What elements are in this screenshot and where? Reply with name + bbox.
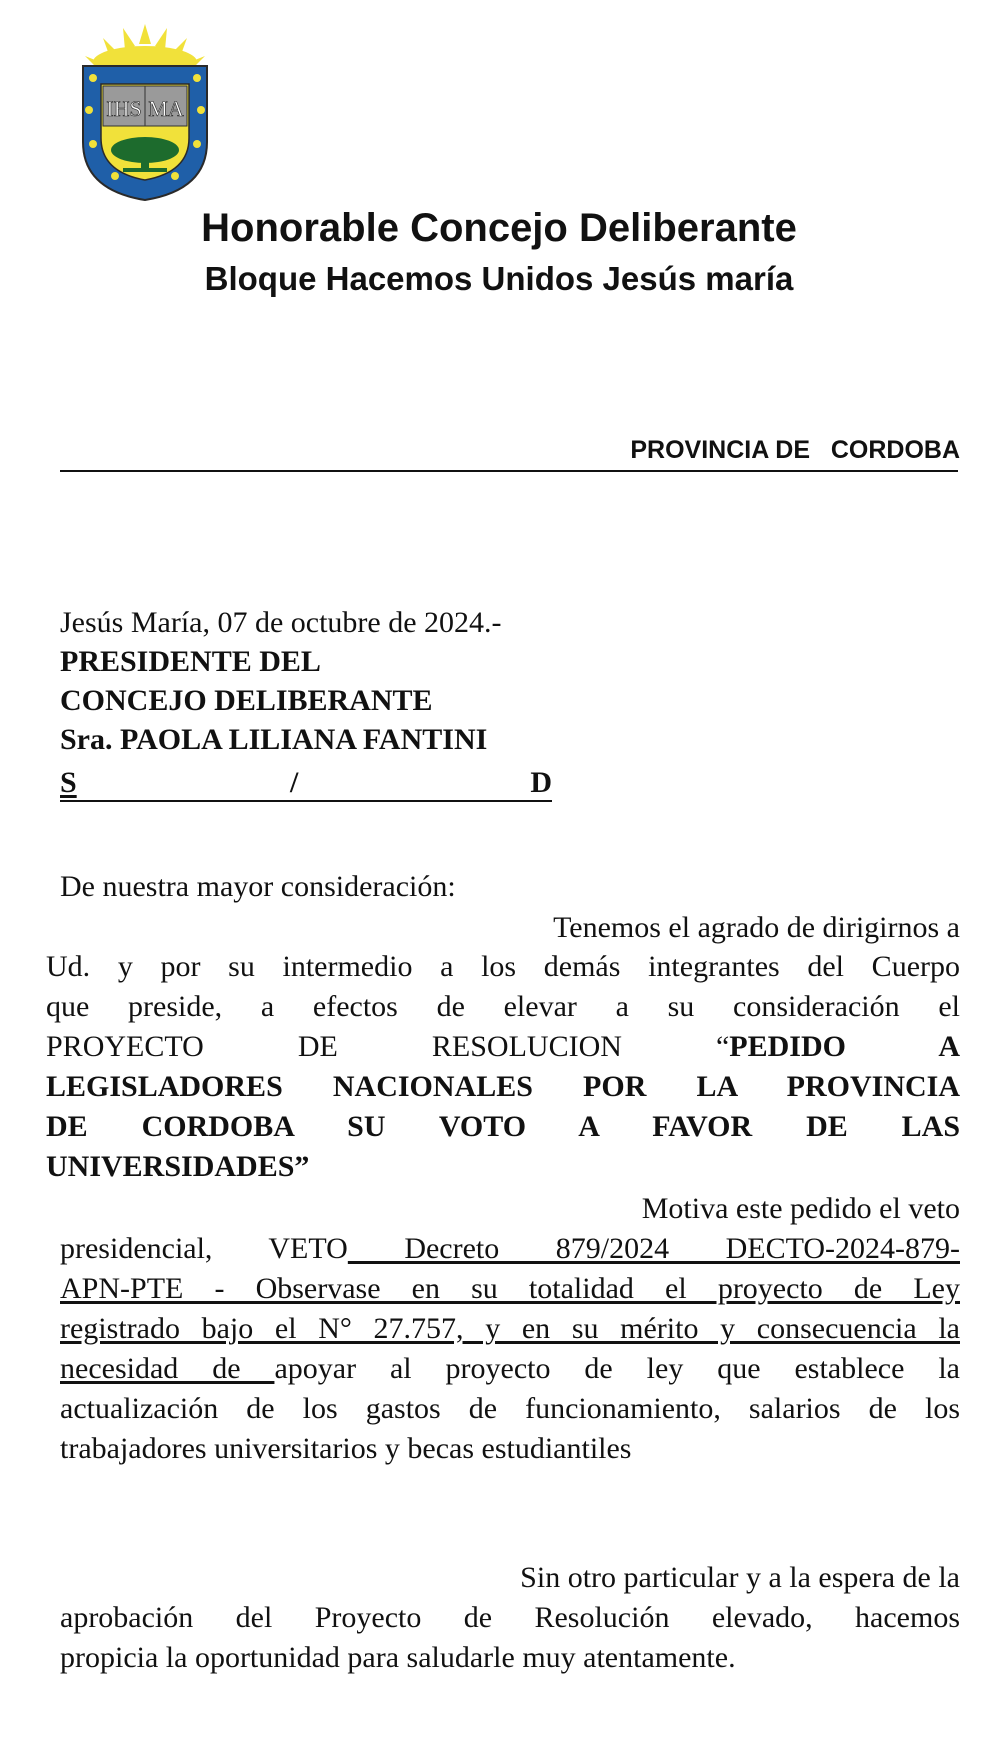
svg-text:MA: MA — [148, 96, 184, 121]
sd-underline — [60, 800, 552, 802]
paragraph-line: Tenemos el agrado de dirigirnos a — [553, 911, 960, 944]
recipient-line: CONCEJO DELIBERANTE — [60, 684, 433, 717]
sd-slash: / — [290, 766, 299, 799]
sd-d: D — [530, 766, 552, 799]
paragraph-line — [60, 1352, 960, 1386]
decree-reference: APN-PTE - Observase en su totalidad el proyecto de Ley — [60, 1272, 960, 1305]
paragraph-line: Ud. y por su intermedio a los demás integrantes del Cuerpo — [46, 950, 960, 983]
recipient-line: Sra. PAOLA LILIANA FANTINI — [60, 723, 488, 756]
support-text: apoyar al proyecto de ley que establece la — [274, 1352, 960, 1385]
project-title-line: UNIVERSIDADES” — [46, 1150, 310, 1183]
sd-s: S — [60, 766, 77, 799]
project-title: PEDIDO A — [729, 1030, 960, 1063]
paragraph-line: que preside, a efectos de elevar a su consideración el — [46, 990, 960, 1023]
paragraph-line: trabajadores universitarios y becas estudiantiles — [60, 1432, 632, 1465]
svg-text:IHS: IHS — [106, 96, 142, 121]
date-line: Jesús María, 07 de octubre de 2024.- — [60, 606, 502, 639]
project-title-line: LEGISLADORES NACIONALES POR LA PROVINCIA — [46, 1070, 960, 1103]
paragraph-line: actualización de los gastos de funcionamiento, salarios de los — [60, 1392, 960, 1425]
coat-of-arms-seal — [75, 22, 215, 202]
decree-reference: registrado bajo el N° 27.757, y en su mérito y consecuencia la — [60, 1312, 960, 1345]
paragraph-line: Sin otro particular y a la espera de la — [520, 1561, 960, 1594]
bloc-title: Bloque Hacemos Unidos Jesús maría — [204, 260, 794, 297]
proyecto-label: PROYECTO DE RESOLUCION “ — [46, 1030, 730, 1063]
decree-reference: necesidad de — [60, 1352, 275, 1385]
paragraph-line — [46, 1030, 960, 1064]
paragraph-line: Motiva este pedido el veto — [641, 1192, 960, 1225]
paragraph-line: aprobación del Proyecto de Resolución elevado, hacemos — [60, 1601, 960, 1634]
veto-text: presidencial, VETO — [60, 1232, 348, 1265]
recipient-line: PRESIDENTE DEL — [60, 645, 321, 678]
decree-reference: Decreto 879/2024 DECTO-2024-879- — [347, 1232, 960, 1265]
salutation: De nuestra mayor consideración: — [60, 870, 456, 903]
project-title-line: DE CORDOBA SU VOTO A FAVOR DE LAS — [46, 1110, 960, 1143]
su-despacho-line — [60, 766, 552, 806]
paragraph-line — [60, 1232, 960, 1266]
closing-line: propicia la oportunidad para saludarle muy atentamente. — [60, 1641, 736, 1674]
organization-title: Honorable Concejo Deliberante — [201, 206, 797, 250]
header-divider — [60, 470, 958, 472]
province-label: PROVINCIA DE CORDOBA — [630, 436, 960, 464]
